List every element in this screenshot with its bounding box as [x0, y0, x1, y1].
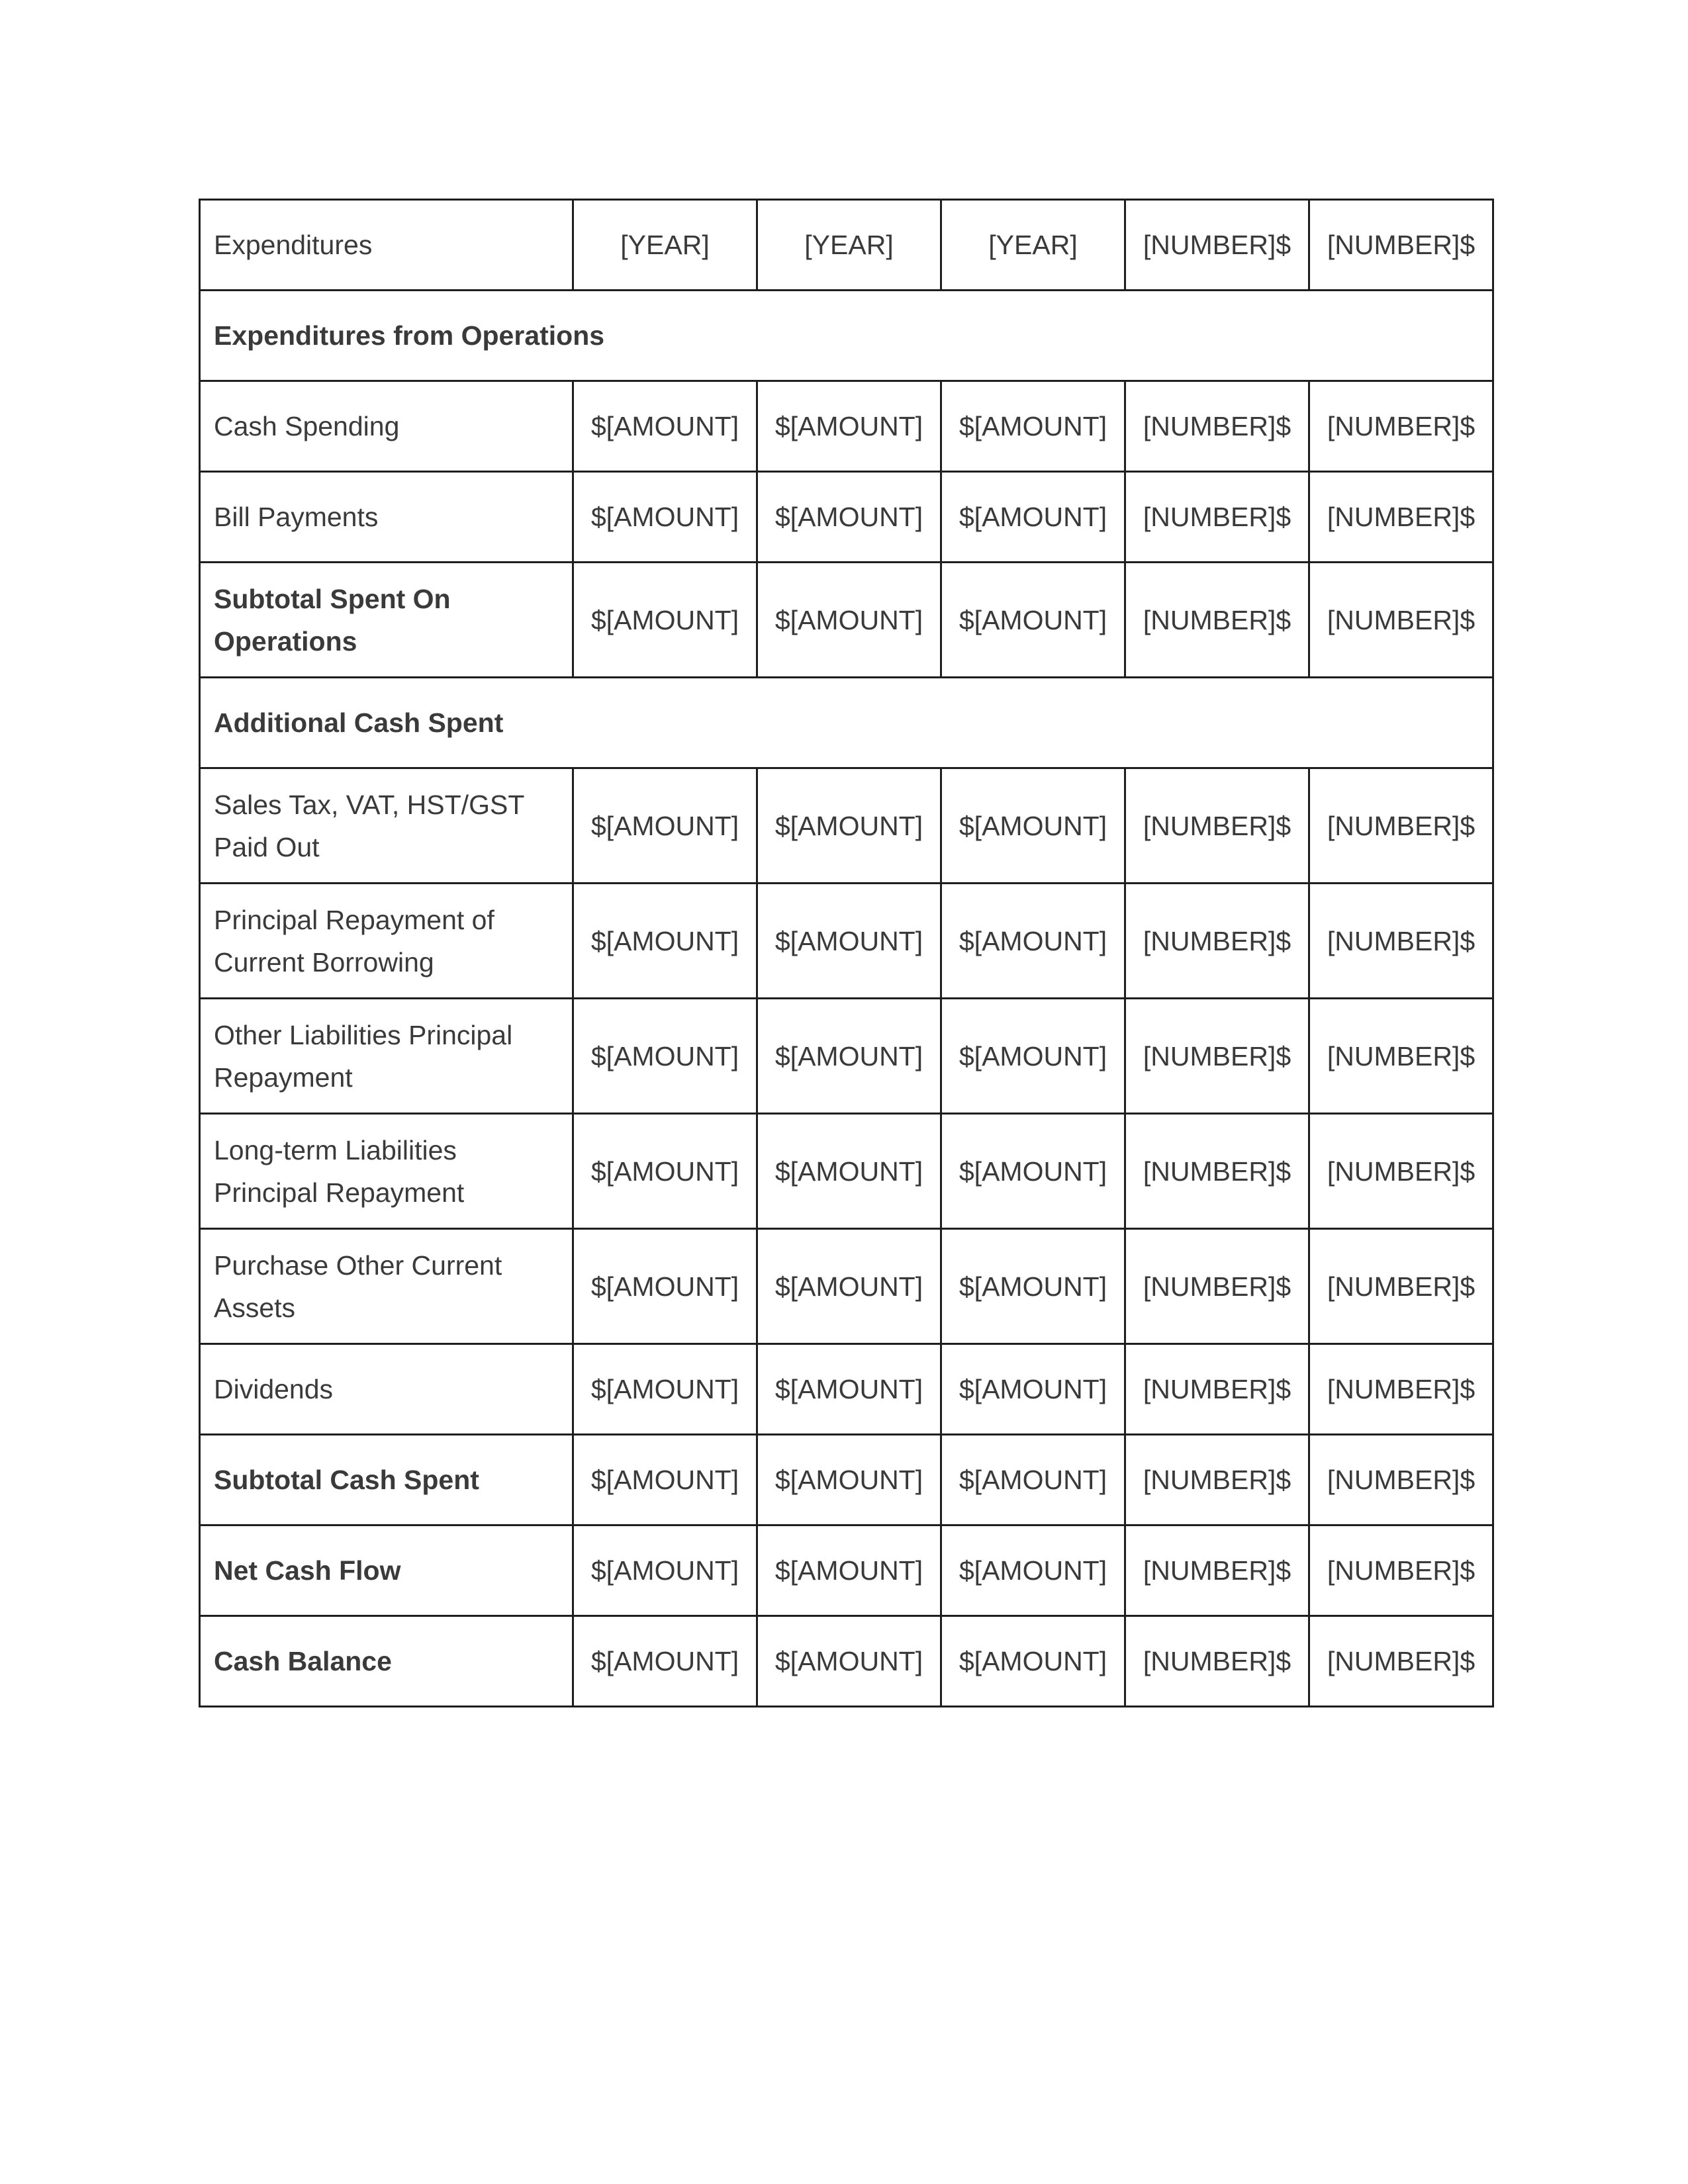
- header-column-cell: [YEAR]: [757, 200, 941, 291]
- value-cell: $[AMOUNT]: [941, 563, 1125, 678]
- row-label-cell: Net Cash Flow: [200, 1525, 573, 1616]
- value-cell: $[AMOUNT]: [757, 1525, 941, 1616]
- header-column-cell: [NUMBER]$: [1125, 200, 1309, 291]
- table-row: [200, 1229, 1493, 1344]
- row-label-cell: Other Liabilities Principal Repayment: [200, 999, 573, 1114]
- value-cell: [NUMBER]$: [1125, 563, 1309, 678]
- value-cell: $[AMOUNT]: [941, 1525, 1125, 1616]
- value-cell: $[AMOUNT]: [757, 381, 941, 472]
- row-label-cell: Subtotal Spent On Operations: [200, 563, 573, 678]
- value-cell: $[AMOUNT]: [757, 1344, 941, 1435]
- row-label-cell: Sales Tax, VAT, HST/GST Paid Out: [200, 768, 573, 884]
- value-cell: $[AMOUNT]: [941, 999, 1125, 1114]
- value-cell: [NUMBER]$: [1309, 1229, 1493, 1344]
- row-label-cell: Dividends: [200, 1344, 573, 1435]
- value-cell: $[AMOUNT]: [757, 1435, 941, 1525]
- value-cell: [NUMBER]$: [1125, 1114, 1309, 1229]
- total-row: [200, 1616, 1493, 1707]
- value-cell: $[AMOUNT]: [757, 999, 941, 1114]
- table-row: [200, 1344, 1493, 1435]
- value-cell: [NUMBER]$: [1125, 1525, 1309, 1616]
- value-cell: $[AMOUNT]: [757, 1114, 941, 1229]
- value-cell: [NUMBER]$: [1125, 381, 1309, 472]
- value-cell: $[AMOUNT]: [941, 884, 1125, 999]
- value-cell: $[AMOUNT]: [573, 563, 757, 678]
- value-cell: $[AMOUNT]: [757, 1616, 941, 1707]
- value-cell: $[AMOUNT]: [941, 472, 1125, 563]
- section-label-cell: Additional Cash Spent: [200, 678, 1493, 768]
- value-cell: [NUMBER]$: [1125, 1344, 1309, 1435]
- value-cell: $[AMOUNT]: [573, 1435, 757, 1525]
- row-label-cell: Principal Repayment of Current Borrowing: [200, 884, 573, 999]
- value-cell: $[AMOUNT]: [941, 1435, 1125, 1525]
- value-cell: $[AMOUNT]: [941, 1114, 1125, 1229]
- section-label-cell: Expenditures from Operations: [200, 291, 1493, 381]
- row-label-cell: Subtotal Cash Spent: [200, 1435, 573, 1525]
- expenditures-table: [199, 199, 1494, 1707]
- value-cell: $[AMOUNT]: [757, 1229, 941, 1344]
- value-cell: [NUMBER]$: [1309, 1616, 1493, 1707]
- value-cell: [NUMBER]$: [1125, 768, 1309, 884]
- value-cell: $[AMOUNT]: [573, 1344, 757, 1435]
- value-cell: [NUMBER]$: [1125, 999, 1309, 1114]
- value-cell: [NUMBER]$: [1309, 472, 1493, 563]
- value-cell: $[AMOUNT]: [757, 884, 941, 999]
- value-cell: $[AMOUNT]: [941, 381, 1125, 472]
- table-header-row: [200, 200, 1493, 291]
- value-cell: $[AMOUNT]: [573, 472, 757, 563]
- row-label-cell: Long-term Liabilities Principal Repayment: [200, 1114, 573, 1229]
- table-row: [200, 381, 1493, 472]
- value-cell: $[AMOUNT]: [941, 768, 1125, 884]
- header-column-cell: [NUMBER]$: [1309, 200, 1493, 291]
- value-cell: $[AMOUNT]: [573, 999, 757, 1114]
- value-cell: $[AMOUNT]: [941, 1344, 1125, 1435]
- value-cell: [NUMBER]$: [1125, 1229, 1309, 1344]
- table-row: [200, 768, 1493, 884]
- value-cell: $[AMOUNT]: [573, 381, 757, 472]
- value-cell: [NUMBER]$: [1309, 563, 1493, 678]
- value-cell: $[AMOUNT]: [941, 1229, 1125, 1344]
- value-cell: [NUMBER]$: [1125, 1616, 1309, 1707]
- row-label-cell: Bill Payments: [200, 472, 573, 563]
- section-row: [200, 291, 1493, 381]
- value-cell: [NUMBER]$: [1125, 472, 1309, 563]
- value-cell: [NUMBER]$: [1309, 1114, 1493, 1229]
- value-cell: $[AMOUNT]: [573, 1229, 757, 1344]
- total-row: [200, 1525, 1493, 1616]
- table-row: [200, 884, 1493, 999]
- table-row: [200, 999, 1493, 1114]
- header-label-cell: Expenditures: [200, 200, 573, 291]
- value-cell: [NUMBER]$: [1309, 381, 1493, 472]
- row-label-cell: Purchase Other Current Assets: [200, 1229, 573, 1344]
- value-cell: [NUMBER]$: [1309, 999, 1493, 1114]
- value-cell: [NUMBER]$: [1309, 1435, 1493, 1525]
- value-cell: $[AMOUNT]: [573, 1616, 757, 1707]
- value-cell: $[AMOUNT]: [757, 768, 941, 884]
- value-cell: $[AMOUNT]: [573, 1114, 757, 1229]
- header-column-cell: [YEAR]: [573, 200, 757, 291]
- value-cell: $[AMOUNT]: [941, 1616, 1125, 1707]
- value-cell: [NUMBER]$: [1309, 768, 1493, 884]
- value-cell: [NUMBER]$: [1125, 884, 1309, 999]
- value-cell: $[AMOUNT]: [757, 472, 941, 563]
- subtotal-row: [200, 563, 1493, 678]
- value-cell: $[AMOUNT]: [573, 884, 757, 999]
- row-label-cell: Cash Spending: [200, 381, 573, 472]
- table-row: [200, 472, 1493, 563]
- subtotal-row: [200, 1435, 1493, 1525]
- row-label-cell: Cash Balance: [200, 1616, 573, 1707]
- value-cell: $[AMOUNT]: [573, 1525, 757, 1616]
- value-cell: [NUMBER]$: [1125, 1435, 1309, 1525]
- header-column-cell: [YEAR]: [941, 200, 1125, 291]
- value-cell: [NUMBER]$: [1309, 1525, 1493, 1616]
- section-row: [200, 678, 1493, 768]
- value-cell: [NUMBER]$: [1309, 884, 1493, 999]
- value-cell: [NUMBER]$: [1309, 1344, 1493, 1435]
- value-cell: $[AMOUNT]: [757, 563, 941, 678]
- value-cell: $[AMOUNT]: [573, 768, 757, 884]
- table-row: [200, 1114, 1493, 1229]
